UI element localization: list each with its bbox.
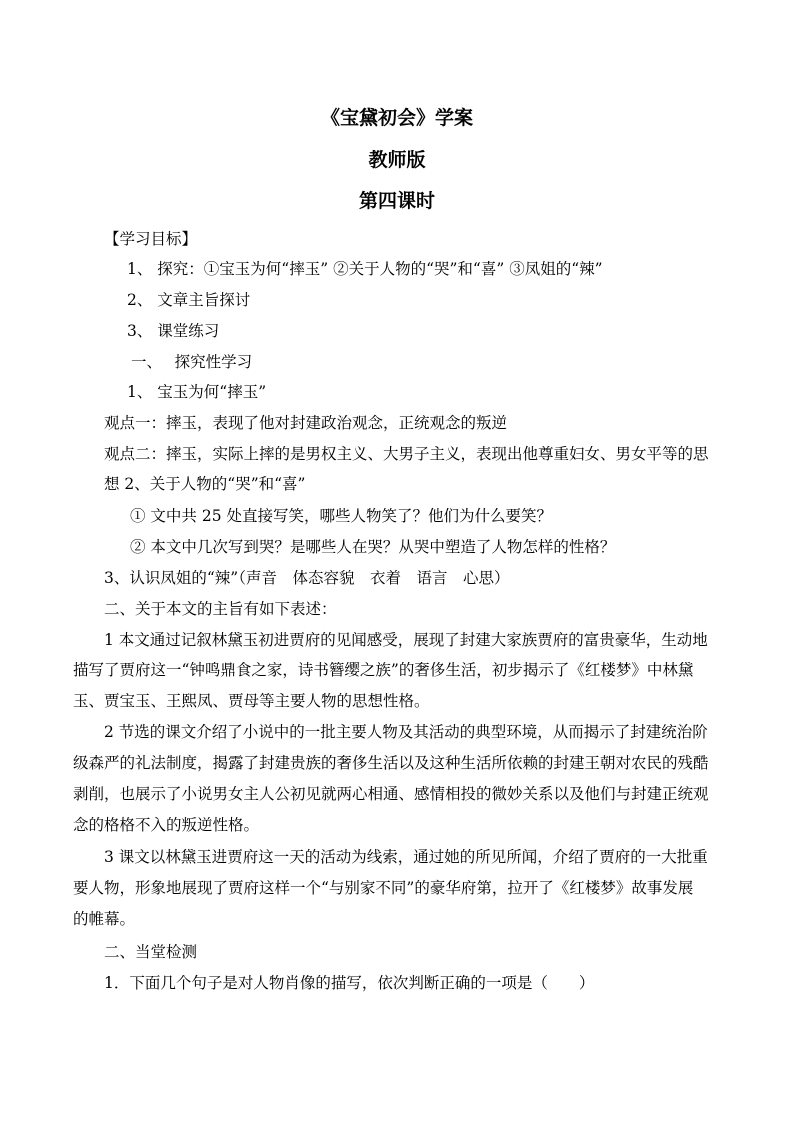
paragraph-line: 念的格格不入的叛逆性格。 — [73, 816, 260, 834]
section-heading: 二、关于本文的主旨有如下表述： — [104, 600, 337, 618]
document-title: 《宝黛初会》学案 — [320, 107, 473, 129]
document-subtitle: 教师版 — [368, 149, 426, 171]
paragraph-line: 2 节选的课文介绍了小说中的一批主要人物及其活动的典型环境，从而揭示了封建统治阶 — [104, 723, 708, 741]
viewpoint-text: 想 2、关于人物的“哭”和“喜” — [104, 475, 306, 493]
paragraph-line: 剥削，也展示了小说男女主人公初见就两心相通、感情相投的微妙关系以及他们与封建正统观 — [73, 785, 709, 803]
question-item: 1．下面几个句子是对人物肖像的描写，依次判断正确的一项是（ ） — [104, 974, 595, 992]
paragraph-line: 的帷幕。 — [73, 910, 136, 928]
paragraph-line: 3 课文以林黛玉进贾府这一天的活动为线索，通过她的所见所闻，介绍了贾府的一大批重 — [104, 848, 708, 866]
question-item: ② 本文中几次写到哭？是哪些人在哭？从哭中塑造了人物怎样的性格？ — [130, 538, 616, 556]
section-heading: 二、当堂检测 — [104, 943, 198, 961]
section-heading: 一、 探究性学习 — [131, 353, 253, 371]
viewpoint-text: 观点一：摔玉，表现了他对封建政治观念，正统观念的叛逆 — [104, 414, 508, 432]
objective-item: 1、 探究：①宝玉为何“摔玉” ②关于人物的“哭”和“喜” ③凤姐的“辣” — [127, 260, 603, 278]
paragraph-line: 1 本文通过记叙林黛玉初进贾府的见闻感受，展现了封建大家族贾府的富贵豪华，生动地 — [104, 631, 708, 649]
subsection-heading: 3、认识凤姐的“辣”（声音 体态容貌 衣着 语言 心思） — [104, 569, 510, 587]
paragraph-line: 要人物，形象地展现了贾府这样一个“与别家不同”的豪华府第，拉开了《红楼梦》故事发展 — [73, 879, 694, 897]
lesson-title: 第四课时 — [358, 190, 435, 212]
subsection-heading: 1、 宝玉为何“摔玉” — [127, 383, 267, 401]
objective-item: 2、 文章主旨探讨 — [127, 291, 251, 309]
viewpoint-text: 观点二：摔玉，实际上摔的是男权主义、大男子主义，表现出他尊重妇女、男女平等的思 — [104, 445, 709, 463]
objective-item: 3、 课堂练习 — [127, 322, 220, 340]
paragraph-line: 级森严的礼法制度，揭露了封建贵族的奢侈生活以及这种生活所依赖的封建王朝对农民的残酷 — [73, 754, 709, 772]
paragraph-line: 玉、贾宝玉、王熙凤、贾母等主要人物的思想性格。 — [73, 692, 430, 710]
paragraph-line: 描写了贾府这一“钟鸣鼎食之家，诗书簪缨之族”的奢侈生活，初步揭示了《红楼梦》中林黛 — [73, 661, 694, 679]
question-item: ① 文中共 25 处直接写笑，哪些人物笑了？他们为什么要笑？ — [130, 507, 553, 525]
objectives-heading: 【学习目标】 — [104, 230, 198, 248]
